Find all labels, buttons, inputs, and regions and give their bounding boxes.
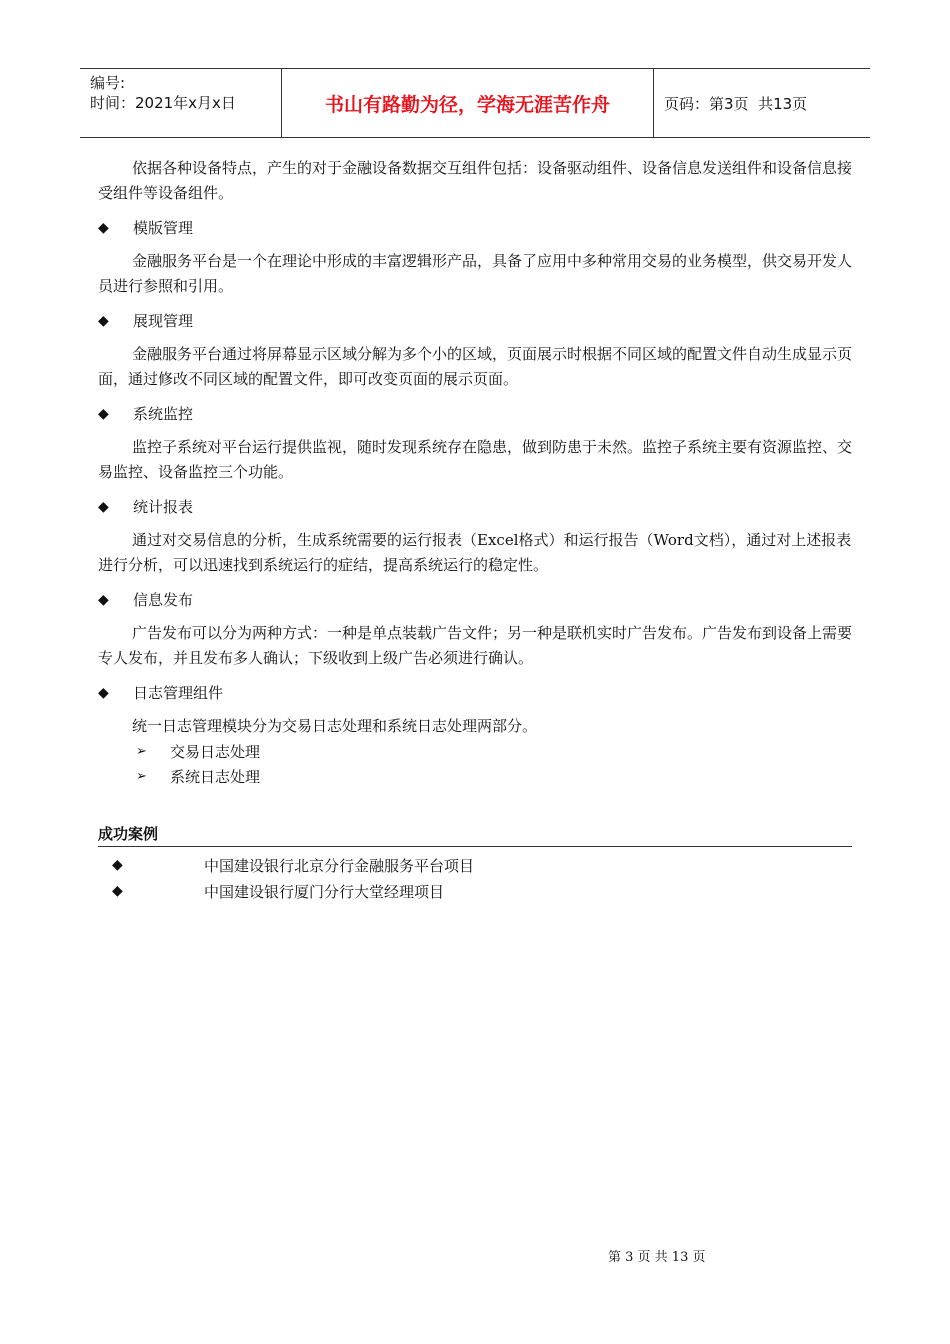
section-paragraph: 监控子系统对平台运行提供监视，随时发现系统存在隐患，做到防患于未然。监控子系统主要有资源监控、交易监控、设备监控三个功能。 bbox=[98, 438, 853, 481]
header-meta bbox=[90, 73, 280, 113]
case-label: 中国建设银行厦门分行大堂经理项目 bbox=[204, 882, 445, 901]
diamond-bullet-icon: ◆ bbox=[98, 684, 109, 701]
document-body bbox=[98, 156, 854, 789]
section-paragraph: 金融服务平台是一个在理论中形成的丰富逻辑形产品，具备了应用中多种常用交易的业务模型，供交易开发人员进行参照和引用。 bbox=[98, 252, 853, 295]
arrow-bullet-icon: ➢ bbox=[136, 744, 147, 759]
case-item bbox=[112, 852, 852, 878]
diamond-bullet-icon: ◆ bbox=[98, 405, 109, 422]
diamond-bullet-icon: ◆ bbox=[98, 591, 109, 608]
log-item-label: 交易日志处理 bbox=[170, 743, 261, 761]
section-heading bbox=[98, 680, 854, 705]
section-title: 系统监控 bbox=[133, 405, 194, 423]
section-paragraph: 通过对交易信息的分析，生成系统需要的运行报表（Excel格式）和运行报告（Word文档），通过对上述报表进行分析，可以迅速找到系统运行的症结，提高系统运行的稳定性。 bbox=[98, 531, 852, 574]
diamond-bullet-icon: ◆ bbox=[98, 219, 109, 236]
header-divider bbox=[653, 69, 654, 137]
intro-paragraph: 依据各种设备特点，产生的对于金融设备数据交互组件包括：设备驱动组件、设备信息发送组件和设备信息接受组件等设备组件。 bbox=[98, 159, 853, 202]
section-paragraph: 统一日志管理模块分为交易日志处理和系统日志处理两部分。 bbox=[132, 717, 538, 735]
case-label: 中国建设银行北京分行金融服务平台项目 bbox=[204, 856, 475, 875]
log-item bbox=[98, 739, 854, 764]
diamond-bullet-icon: ◆ bbox=[98, 312, 109, 329]
page-header bbox=[80, 68, 870, 138]
section-title: 信息发布 bbox=[133, 591, 194, 609]
diamond-bullet-icon: ◆ bbox=[112, 883, 123, 899]
section-title: 模版管理 bbox=[133, 219, 194, 237]
section-heading bbox=[98, 494, 854, 519]
section-heading bbox=[98, 587, 854, 612]
section-paragraph: 金融服务平台通过将屏幕显示区域分解为多个小的区域，页面展示时根据不同区域的配置文件自动生成显示页面，通过修改不同区域的配置文件，即可改变页面的展示页面。 bbox=[98, 345, 853, 388]
section-heading bbox=[98, 401, 854, 426]
section-title: 展现管理 bbox=[133, 312, 194, 330]
log-item-label: 系统日志处理 bbox=[170, 768, 261, 786]
cases-heading: 成功案例 bbox=[98, 822, 852, 847]
header-motto: 书山有路勤为径，学海无涯苦作舟 bbox=[324, 93, 610, 116]
diamond-bullet-icon: ◆ bbox=[112, 857, 123, 873]
log-item bbox=[98, 764, 854, 789]
page-footer: 第 3 页 共 13 页 bbox=[608, 1250, 706, 1265]
date-label: 时间：2021年x月x日 bbox=[90, 94, 236, 112]
section-title: 统计报表 bbox=[133, 498, 194, 516]
section-paragraph: 广告发布可以分为两种方式：一种是单点装载广告文件；另一种是联机实时广告发布。广告发布到设备上需要专人发布，并且发布多人确认；下级收到上级广告必须进行确认。 bbox=[98, 624, 853, 667]
section-title: 日志管理组件 bbox=[133, 684, 224, 702]
serial-label: 编号: bbox=[90, 74, 126, 92]
diamond-bullet-icon: ◆ bbox=[98, 498, 109, 515]
arrow-bullet-icon: ➢ bbox=[136, 769, 147, 784]
header-page-info: 页码：第3页 共13页 bbox=[664, 94, 808, 113]
cases-list bbox=[112, 852, 852, 904]
case-item bbox=[112, 878, 852, 904]
section-heading bbox=[98, 308, 854, 333]
section-heading bbox=[98, 215, 854, 240]
